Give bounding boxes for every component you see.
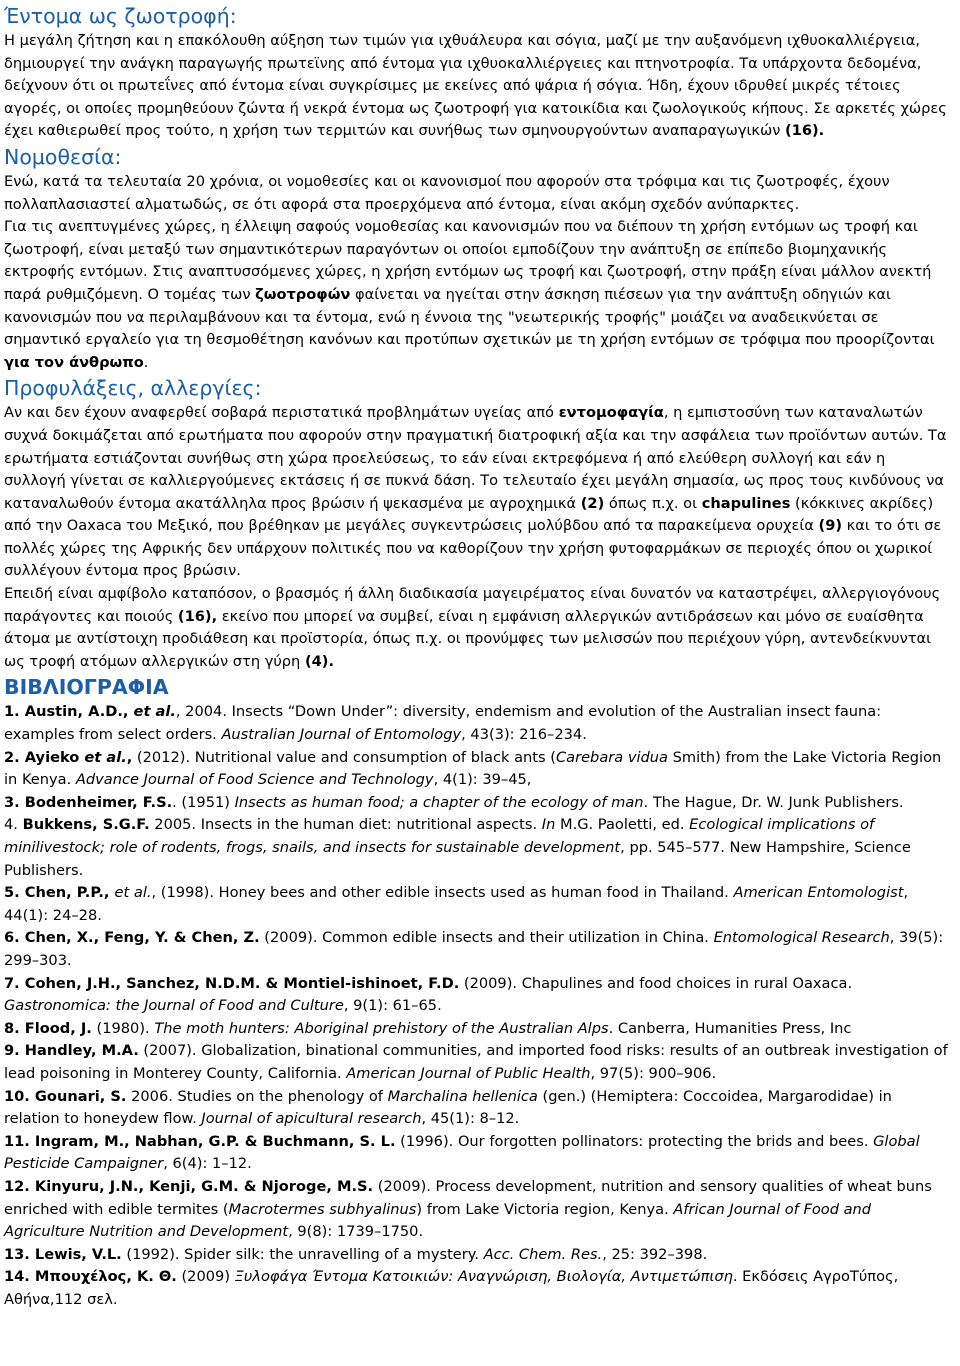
text-run: Australian Journal of Entomology: [221, 726, 462, 744]
text-run: (2012). Nutritional value and consumption of black ants (: [132, 748, 556, 766]
paragraph-precautions-1: [4, 402, 948, 583]
text-run: Journal of apicultural research: [201, 1110, 422, 1128]
text-run: και το ότι σε πολλές χώρες της Αφρικής δεν υπάρχουν πολιτικές που να καθορίζουν την χρήση φυτοφαρμάκων σε περιοχές όπου οι χωρικοί συλλέγουν έντομα προς βρώσιν.: [4, 517, 942, 580]
text-run: (4).: [304, 652, 334, 670]
text-run: , 6(4): 1–12.: [163, 1155, 252, 1173]
bibliography-entry: [4, 1266, 948, 1311]
bibliography-heading: ΒΙΒΛΙΟΓΡΑΦΙΑ: [4, 675, 169, 700]
section-heading-legislation: Νομοθεσία:: [4, 144, 122, 169]
text-run: Macrotermes subhyalinus: [228, 1200, 417, 1218]
text-run: et al.: [133, 703, 176, 721]
text-run: (9): [818, 517, 843, 535]
text-run: .: [143, 353, 149, 371]
paragraph-legislation-2: [4, 216, 948, 374]
text-run: , 4(1): 39–45,: [433, 771, 532, 789]
text-run: Global Pesticide Campaigner: [4, 1132, 920, 1173]
text-run: (16),: [177, 607, 218, 625]
text-run: (16).: [785, 122, 825, 140]
text-run: The moth hunters: Aboriginal prehistory of the Australian Alps: [154, 1019, 609, 1037]
text-run: (2007). Globalization, binational communities, and imported food risks: results of an outbreak investigation of lead poisoning in Monterey County, California.: [4, 1042, 948, 1082]
text-run: , 97(5): 900–906.: [590, 1064, 717, 1082]
text-run: 9. Handley, M.A.: [4, 1042, 139, 1060]
text-run: , 44(1): 24–28.: [4, 884, 909, 924]
text-run: Ξυλοφάγα Έντομα Κατοικιών: Αναγνώριση, Βιολογία, Αντιμετώπιση: [234, 1268, 733, 1286]
paragraph-legislation-1: [4, 171, 948, 216]
text-run: (1992). Spider silk: the unravelling of a mystery.: [121, 1245, 484, 1263]
bibliography-list: [4, 701, 948, 1311]
text-run: ,: [126, 748, 133, 766]
text-run: (κόκκινες ακρίδες) από την Oaxaca του Μεξικό, που βρέθηκαν με μεγάλες συγκεντρώσεις μολύβδου από τα παρακείμενα ορυχεία: [4, 494, 934, 535]
bibliography-entry: [4, 927, 948, 972]
text-run: Advance Journal of Food Science and Technology: [75, 771, 434, 789]
text-run: 2005. Insects in the human diet: nutritional aspects.: [149, 816, 542, 834]
text-run: 12. Kinyuru, J.N., Kenji, G.M. & Njoroge, M.S.: [4, 1177, 374, 1195]
text-run: ) from Lake Victoria region, Kenya.: [416, 1200, 674, 1218]
text-run: (2009). Process development, nutrition and sensory qualities of wheat buns enriched with edible termites (: [4, 1177, 932, 1218]
text-run: Acc. Chem. Res.: [483, 1245, 603, 1263]
text-run: . The Hague, Dr. W. Junk Publishers.: [643, 793, 904, 811]
text-run: (2009). Common edible insects and their utilization in China.: [259, 929, 714, 947]
section-heading-insects-as-feed: Έντομα ως ζωοτροφή:: [4, 4, 237, 28]
text-run: , 9(1): 61–65.: [343, 997, 442, 1015]
text-run: Αν και δεν έχουν αναφερθεί σοβαρά περιστατικά προβλημάτων υγείας από: [4, 404, 559, 422]
paragraph-insects-as-feed: [4, 30, 948, 143]
text-run: εντομοφαγία: [558, 404, 664, 422]
text-run: 1. Austin, A.D.,: [4, 703, 134, 721]
section-heading-precautions-allergies: Προφυλάξεις, αλλεργίες:: [4, 376, 262, 401]
text-run: (1996). Our forgotten pollinators: protecting the brids and bees.: [395, 1132, 874, 1150]
text-run: Insects as human food; a chapter of the ecology of man: [234, 793, 644, 811]
bibliography-entry: [4, 1040, 948, 1085]
text-run: , pp. 545–577. New Hampshire, Science Publishers.: [4, 839, 911, 879]
text-run: (2009): [176, 1268, 235, 1286]
bibliography-entry: [4, 747, 948, 792]
bibliography-entry: [4, 1131, 948, 1176]
text-run: Η μεγάλη ζήτηση και η επακόλουθη αύξηση των τιμών για ιχθυάλευρα και σόγια, μαζί με την αυξανόμενη ιχθυοκαλλιέργεια, δημιουργεί την ανάγκη παραγωγής πρωτεϊνης από έντομα για ιχθυοκαλλιέργειες και πτηνοτροφία. Τα υπάρχοντα δεδομένα, δείχνουν ότι οι πρωτεΐνες από έντομα είναι συγκρίσιμες με εκείνες από ψάρια ή σόγια. Ήδη, έχουν ιδρυθεί μικρές τέτοιες αγορές, οι οποίες προμηθεύουν ζώντα ή νεκρά έντομα ως ζωοτροφή για κατοικίδια και ζωολογικούς κήπους. Σε αρκετές χώρες έχει καθιερωθεί προς τούτο, η χρήση των τερμιτών και συνήθως των σμηνουργούντων αναπαραγωγικών: [4, 32, 947, 140]
bibliography-entry: [4, 792, 948, 815]
text-run: Ενώ, κατά τα τελευταία 20 χρόνια, οι νομοθεσίες και οι κανονισμοί που αφορούν στα τρόφιμα και τις ζωοτροφές, έχουν πολλαπλασιαστεί αλματωδώς, σε ότι αφορά στα προερχόμενα από έντομα, είναι ακόμη σχεδόν ανύπαρκτες.: [4, 172, 890, 213]
text-run: 10. Gounari, S.: [4, 1087, 127, 1105]
text-run: 2. Ayieko: [4, 748, 85, 766]
text-run: , 45(1): 8–12.: [421, 1110, 520, 1128]
text-run: (2009). Chapulines and food choices in rural Oaxaca.: [459, 974, 853, 992]
text-run: 11. Ingram, M., Nabhan, G.P. & Buchmann, S. L.: [4, 1132, 396, 1150]
text-run: , η εμπιστοσύνη των καταναλωτών συχνά δοκιμάζεται από ερωτήματα που αφορούν στην πραγματική διατροφική αξία και την ασφάλεια των προϊόντων αυτών. Τα ερωτήματα εστιάζονται συνήθως στη χώρα προελεύσεως, το εάν είναι εκτρεφόμενα ή από ελεύθερη συλλογή και εάν η συλλογή γίνεται σε καλλιεργούμενες εκτάσεις ή σε πυκνά δάση. Το τελευταίο έχει μεγάλη σημασία, ως προς τους κινδύνους να καταναλωθούν έντομα ακατάλληλα προς βρώσιν ή ψεκασμένα με αγροχημικά: [4, 404, 947, 512]
text-run: M.G. Paoletti, ed.: [555, 816, 690, 834]
text-run: , 2004. Insects “Down Under”: diversity, endemism and evolution of the Australian insect fauna: examples from select orders.: [4, 703, 882, 744]
text-run: , 43(3): 216–234.: [461, 726, 587, 744]
bibliography-entry: [4, 973, 948, 1018]
paragraph-precautions-2: [4, 583, 948, 673]
text-run: chapulines: [701, 494, 791, 512]
text-run: 14. Μπουχέλος, Κ. Θ.: [4, 1268, 177, 1286]
text-run: 2006. Studies on the phenology of: [126, 1087, 388, 1105]
bibliography-entry: [4, 1086, 948, 1131]
text-run: Carebara vidua: [555, 748, 668, 766]
text-run: Ecological implications of minilivestock; role of rodents, frogs, snails, and insects for sustainable development: [4, 816, 875, 856]
text-run: Gastronomica: the Journal of Food and Culture: [4, 997, 344, 1015]
text-run: American Journal of Public Health: [346, 1064, 591, 1082]
bibliography-entry: [4, 1176, 948, 1244]
bibliography-entry: [4, 882, 948, 927]
text-run: et al.: [114, 884, 152, 902]
text-run: 3. Bodenheimer, F.S.: [4, 793, 173, 811]
text-run: . Εκδόσεις ΑγροΤύπος, Αθήνα,112 σελ.: [4, 1268, 899, 1308]
bibliography-entry: [4, 814, 948, 882]
bibliography-entry: [4, 1018, 948, 1041]
text-run: In: [541, 816, 556, 834]
text-run: ζωοτροφών: [255, 285, 351, 303]
text-run: Entomological Research: [713, 929, 890, 947]
text-run: 8. Flood, J.: [4, 1019, 92, 1037]
text-run: 6. Chen, X., Feng, Y. & Chen, Z.: [4, 929, 260, 947]
text-run: 7. Cohen, J.H., Sanchez, N.D.M. & Montiel-ishinoet, F.D.: [4, 974, 460, 992]
text-run: Smith) from the Lake Victoria Region in Kenya.: [4, 748, 942, 789]
text-run: (gen.) (Hemiptera: Coccoidea, Margarodidae) in relation to honeydew flow.: [4, 1087, 892, 1128]
text-run: όπως π.χ. οι: [604, 494, 702, 512]
text-run: Για τις ανεπτυγμένες χώρες, η έλλειψη σαφούς νομοθεσίας και κανονισμών που να διέπουν τη χρήση εντόμων ως τροφή και ζωοτροφή, είναι μεταξύ των σημαντικότερων παραγόντων οι οποίοι εμποδίζουν την ανάπτυξη σε επίπεδο βιομηχανικής εκτροφής εντόμων. Στις αναπτυσσόμενες χώρες, η χρήση εντόμων ως τροφή και ζωοτροφή, στην πράξη είναι μάλλον ανεκτή παρά ρυθμιζόμενη. Ο τομέας των: [4, 218, 932, 303]
text-run: Bukkens, S.G.F.: [22, 816, 150, 834]
text-run: , (1998). Honey bees and other edible insects used as human food in Thailand.: [151, 884, 734, 902]
text-run: et al.: [84, 748, 127, 766]
text-run: . Canberra, Humanities Press, Inc: [608, 1019, 852, 1037]
text-run: . (1951): [172, 793, 235, 811]
text-run: εκείνο που μπορεί να συμβεί, είναι η εμφάνιση αλλεργικών αντιδράσεων και μόνο σε ευαίσθητα άτομα με αντίστοιχη προδιάθεση και προϊστορία, όπως π.χ. οι προνύμφες των μελισσών που περιέχουν γύρη, αντενδείκνυνται ως τροφή ατόμων αλλεργικών στη γύρη: [4, 607, 932, 670]
text-run: (1980).: [91, 1019, 155, 1037]
bibliography-entry: [4, 701, 948, 746]
text-run: , 25: 392–398.: [602, 1245, 708, 1263]
text-run: φαίνεται να ηγείται στην άσκηση πιέσεων για την ανάπτυξη οδηγιών και κανονισμών που να περιλαμβάνουν και τα έντομα, ενώ η έννοια της "νεωτερικής τροφής" μοιάζει να αναδεικνύεται σε σημαντικό εργαλείο για τη θεσμοθέτηση κανόνων και προτύπων σχετικών με τη χρήση εντόμων σε τρόφιμα που προορίζονται: [4, 285, 935, 349]
text-run: Επειδή είναι αμφίβολο καταπόσον, ο βρασμός ή άλλη διαδικασία μαγειρέματος είναι δυνατόν να καταστρέψει, αλλεργιογόνους παράγοντες και ποιούς: [4, 585, 941, 625]
text-run: , 39(5): 299–303.: [4, 929, 944, 969]
text-run: (2): [580, 494, 605, 512]
text-run: , 9(8): 1739–1750.: [288, 1223, 424, 1241]
text-run: 4.: [4, 816, 23, 834]
text-run: για τον άνθρωπο: [4, 353, 144, 371]
text-run: African Journal of Food and Agriculture Nutrition and Development: [4, 1200, 872, 1241]
text-run: Marchalina hellenica: [387, 1087, 538, 1105]
text-run: 13. Lewis, V.L.: [4, 1245, 122, 1263]
text-run: American Entomologist: [733, 884, 904, 902]
text-run: 5. Chen, P.P.,: [4, 884, 115, 902]
bibliography-entry: [4, 1244, 948, 1267]
